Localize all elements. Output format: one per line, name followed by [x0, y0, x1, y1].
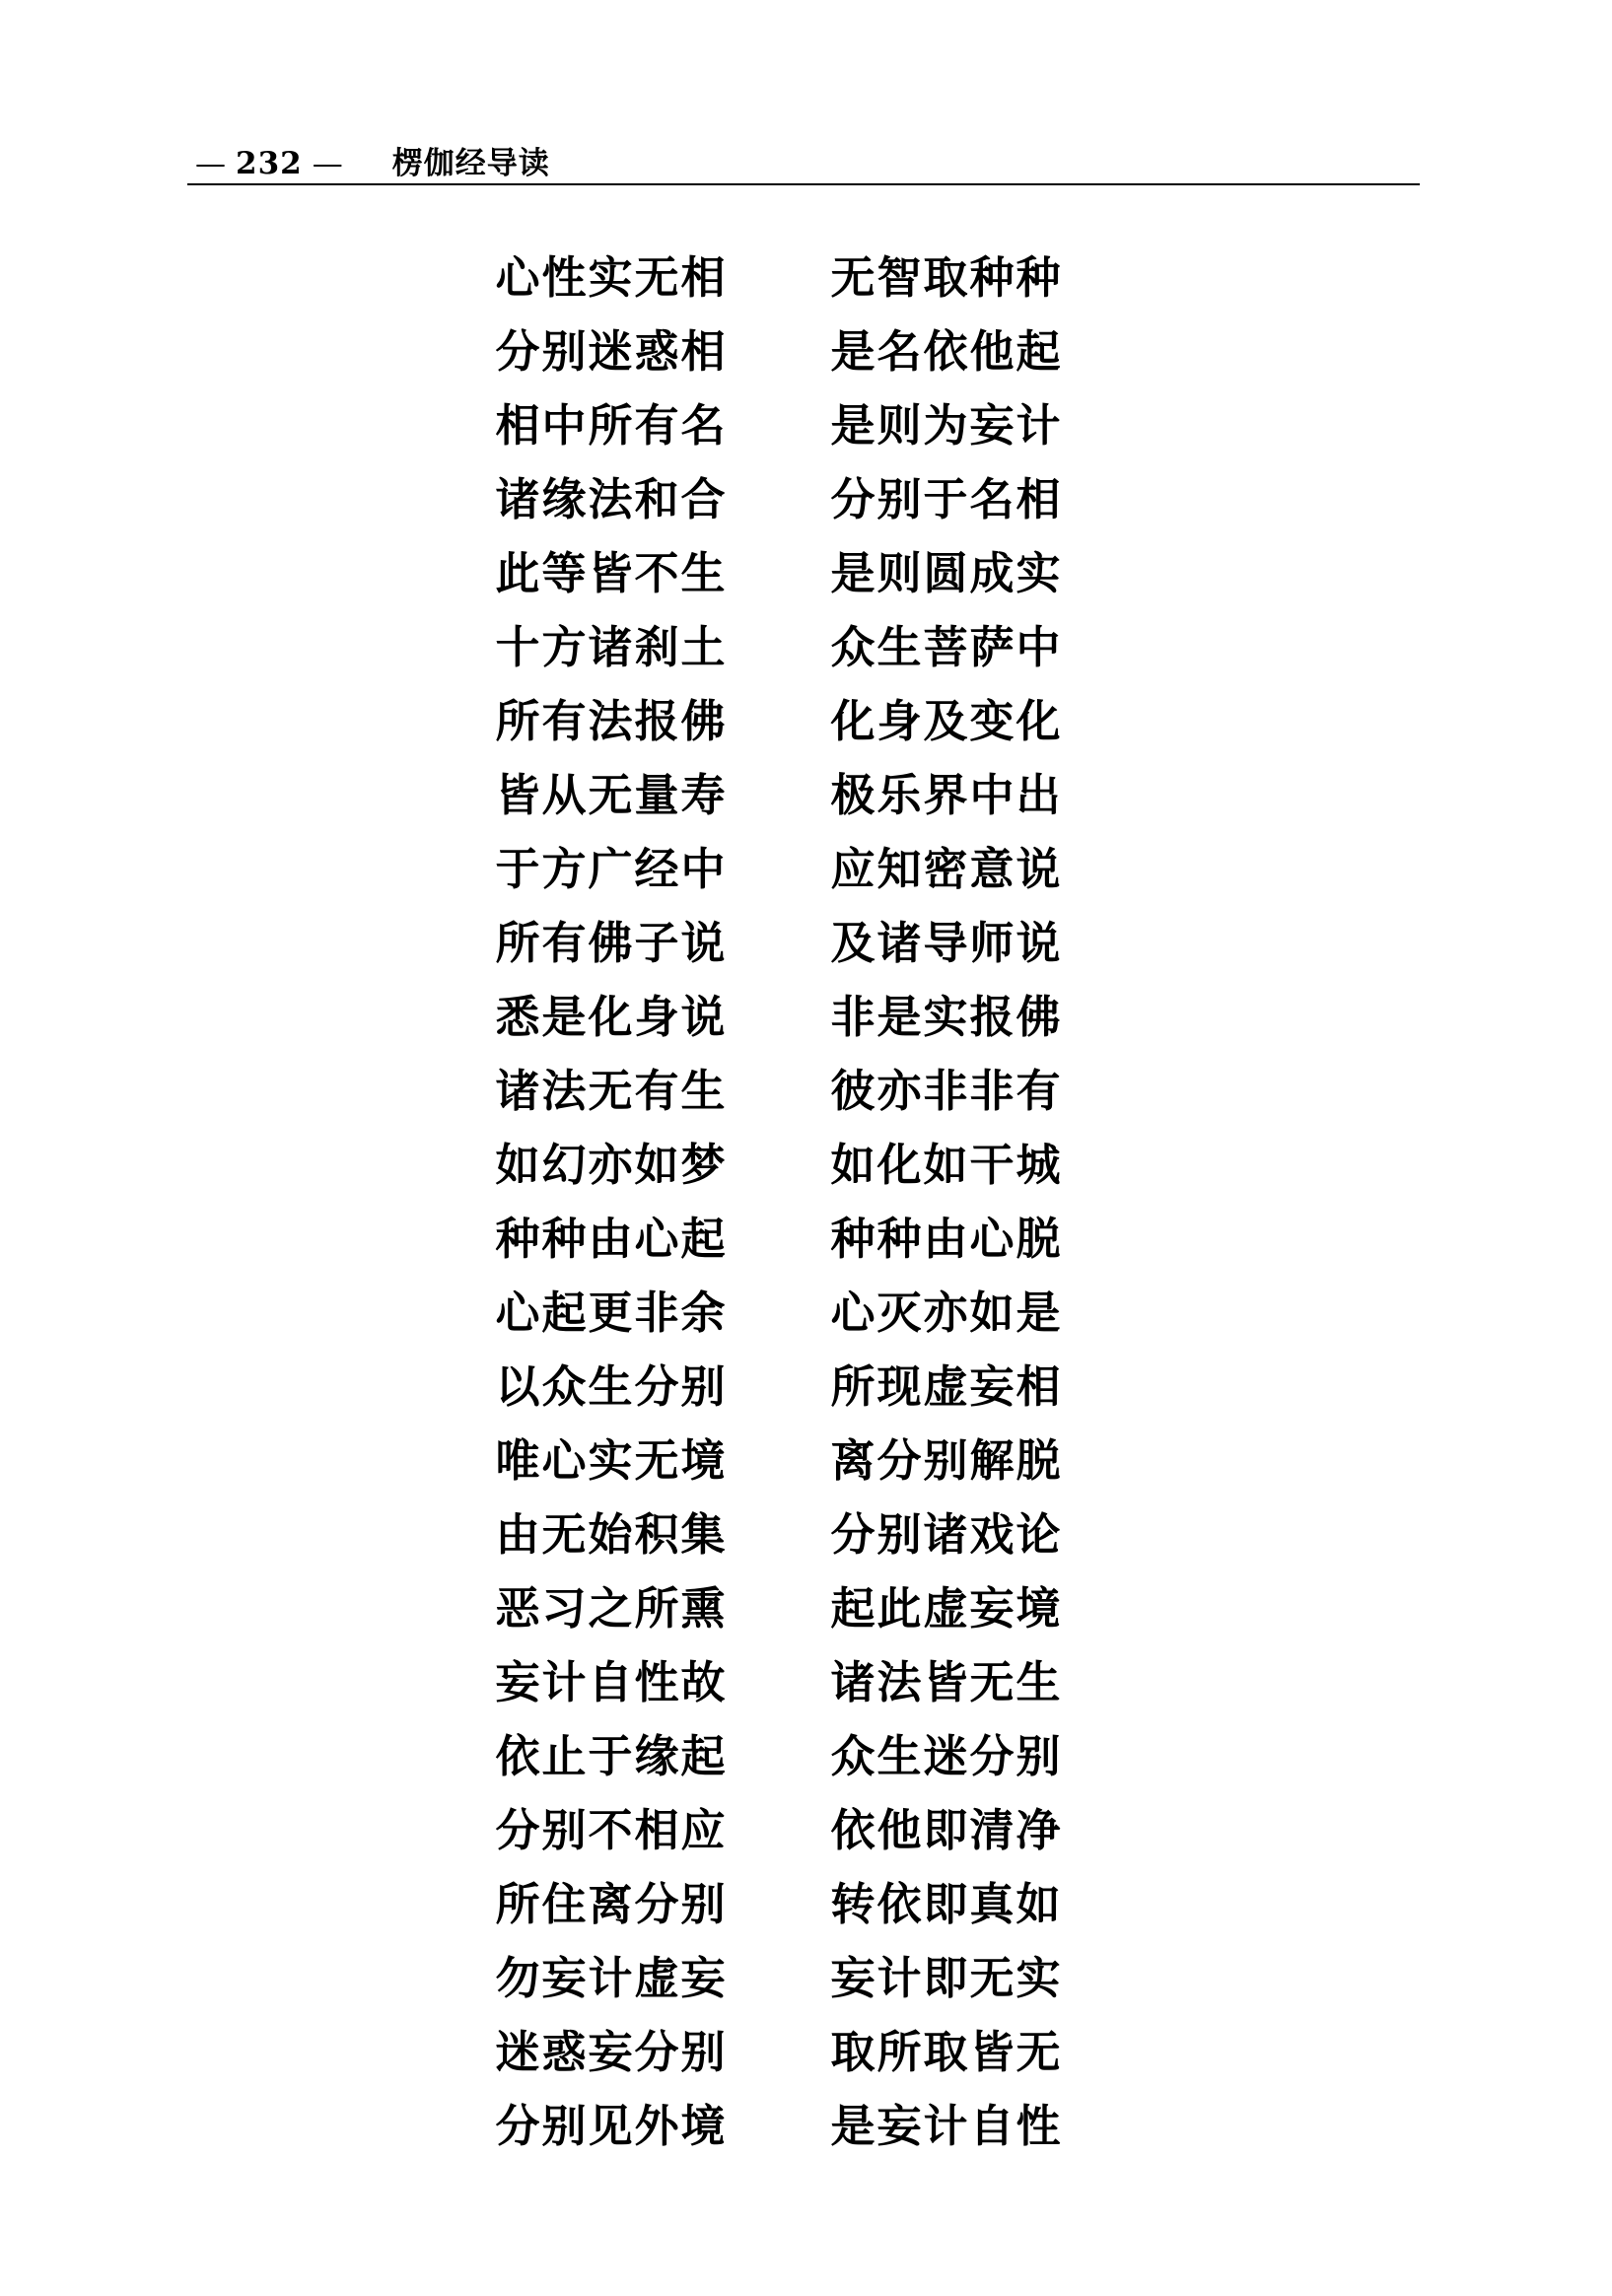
- verse-line: [0, 754, 1612, 828]
- verse-right: 离分别解脱: [830, 1434, 1063, 1487]
- verse-right: 转依即真如: [830, 1878, 1063, 1930]
- verse-right: 是则为妄计: [830, 399, 1063, 452]
- page-number-dash-right: —: [312, 146, 343, 181]
- verse-line: [0, 976, 1612, 1050]
- verse-right: 众生菩萨中: [830, 621, 1063, 673]
- verse-left: 十方诸刹土: [495, 621, 728, 673]
- verse-left: 恶习之所熏: [495, 1582, 728, 1635]
- verse-right: 及诸导师说: [830, 917, 1063, 969]
- verse-line: [0, 1863, 1612, 1937]
- verse-left: 此等皆不生: [495, 547, 728, 599]
- verse-left: 种种由心起: [495, 1213, 728, 1265]
- verse-right: 依他即清净: [830, 1804, 1063, 1856]
- verse-right: 众生迷分别: [830, 1730, 1063, 1782]
- verse-right: 起此虚妄境: [830, 1582, 1063, 1635]
- verse-left: 所住离分别: [495, 1878, 728, 1930]
- verse-right: 化身及变化: [830, 695, 1063, 747]
- verse-right: 种种由心脱: [830, 1213, 1063, 1265]
- verse-right: 心灭亦如是: [830, 1287, 1063, 1339]
- verse-right: 妄计即无实: [830, 1952, 1063, 2004]
- verse-line: [0, 606, 1612, 680]
- verse-line: [0, 1124, 1612, 1198]
- verse-line: [0, 2011, 1612, 2085]
- verse-left: 诸缘法和合: [495, 473, 728, 525]
- verse-line: [0, 1272, 1612, 1346]
- verse-right: 非是实报佛: [830, 991, 1063, 1043]
- verse-left: 迷惑妄分别: [495, 2026, 728, 2078]
- verse-left: 皆从无量寿: [495, 769, 728, 821]
- verse-left: 所有法报佛: [495, 695, 728, 747]
- verse-left: 以众生分别: [495, 1360, 728, 1413]
- verse-line: [0, 1198, 1612, 1272]
- verse-line: [0, 680, 1612, 754]
- verse-line: [0, 1346, 1612, 1420]
- page-number-group: [185, 146, 353, 181]
- verse-left: 心性实无相: [495, 251, 728, 304]
- verse-left: 悉是化身说: [495, 991, 728, 1043]
- verse-left: 分别迷惑相: [495, 325, 728, 378]
- verse-right: 是则圆成实: [830, 547, 1063, 599]
- verse-right: 分别诸戏论: [830, 1508, 1063, 1561]
- verse-right: 极乐界中出: [830, 769, 1063, 821]
- verse-line: [0, 1567, 1612, 1641]
- verse-line: [0, 1420, 1612, 1494]
- verse-right: 取所取皆无: [830, 2026, 1063, 2078]
- verse-line: [0, 384, 1612, 458]
- verse-left: 唯心实无境: [495, 1434, 728, 1487]
- header-divider: [187, 183, 1420, 185]
- verse-left: 诸法无有生: [495, 1065, 728, 1117]
- verse-line: [0, 2085, 1612, 2159]
- verse-line: [0, 828, 1612, 902]
- page-number: 232: [236, 146, 303, 181]
- verse-line: [0, 1494, 1612, 1567]
- verse-line: [0, 311, 1612, 384]
- verse-line: [0, 237, 1612, 311]
- verse-right: 分别于名相: [830, 473, 1063, 525]
- verse-right: 诸法皆无生: [830, 1656, 1063, 1708]
- verse-left: 心起更非余: [495, 1287, 728, 1339]
- verse-line: [0, 1789, 1612, 1863]
- verse-left: 所有佛子说: [495, 917, 728, 969]
- verse-line: [0, 1050, 1612, 1124]
- verse-right: 所现虚妄相: [830, 1360, 1063, 1413]
- book-title: 楞伽经导读: [391, 146, 550, 181]
- verse-line: [0, 458, 1612, 532]
- verse-left: 妄计自性故: [495, 1656, 728, 1708]
- verse-line: [0, 1937, 1612, 2011]
- verse-left: 分别不相应: [495, 1804, 728, 1856]
- page-number-dash-left: —: [195, 146, 226, 181]
- verse-line: [0, 1715, 1612, 1789]
- verse-right: 无智取种种: [830, 251, 1063, 304]
- verse-left: 依止于缘起: [495, 1730, 728, 1782]
- verse-right: 彼亦非非有: [830, 1065, 1063, 1117]
- verse-left: 于方广经中: [495, 843, 728, 895]
- verse-line: [0, 1641, 1612, 1715]
- verse-right: 应知密意说: [830, 843, 1063, 895]
- verse-left: 如幻亦如梦: [495, 1139, 728, 1191]
- verse-line: [0, 902, 1612, 976]
- verse-body: [0, 237, 1612, 2159]
- verse-left: 相中所有名: [495, 399, 728, 452]
- verse-right: 如化如干城: [830, 1139, 1063, 1191]
- verse-line: [0, 532, 1612, 606]
- verse-right: 是名依他起: [830, 325, 1063, 378]
- verse-right: 是妄计自性: [830, 2100, 1063, 2152]
- page-header: [185, 138, 550, 182]
- verse-left: 勿妄计虚妄: [495, 1952, 728, 2004]
- verse-left: 分别见外境: [495, 2100, 728, 2152]
- verse-left: 由无始积集: [495, 1508, 728, 1561]
